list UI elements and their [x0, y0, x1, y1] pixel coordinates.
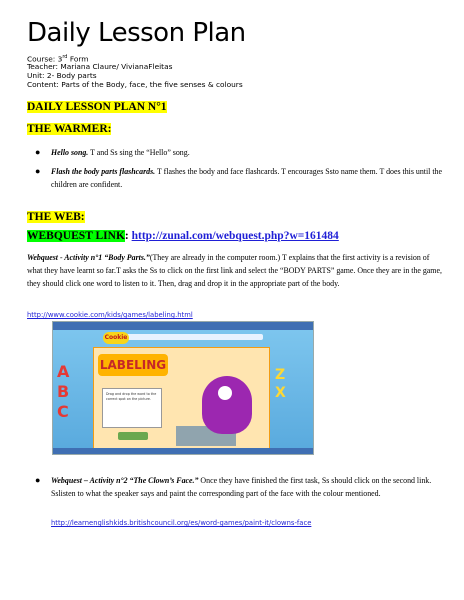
- game-instructions-panel: Drag and drop the word to the correct spot on the picture.: [102, 388, 162, 428]
- start-button: [118, 432, 148, 440]
- course-line: Course: 3rd Form: [27, 54, 89, 64]
- activity1-paragraph: Webquest - Activity n°1 “Body Parts.”(They are already in the computer room.) T explains that the first activity is a revision of what they have learnt so far.T asks the Ss to click on the first link and select the “BODY PARTS” game. Once they are in the game, they should click one word to listen to it. Then, drag and drop it in the appropriate part of the body.: [27, 253, 442, 288]
- site-nav-bar: [113, 334, 263, 340]
- warmer-heading: THE WARMER:: [27, 123, 112, 135]
- activity2-item: [27, 474, 443, 500]
- teacher-line: Teacher: Mariana Claure/ VivianaFleitas: [27, 62, 173, 71]
- alphabet-decoration-left: A B C: [57, 362, 70, 421]
- game-screenshot: [52, 321, 314, 455]
- cookie-logo: Cookie: [103, 332, 129, 344]
- game-title-logo: LABELING: [98, 354, 168, 376]
- bullet-icon: ●: [35, 147, 41, 157]
- browser-toolbar: [53, 322, 313, 330]
- browser-statusbar: [53, 448, 313, 454]
- monster-eye: [218, 386, 232, 400]
- clowns-face-link[interactable]: http://learnenglishkids.britishcouncil.org/es/word-games/paint-it/clowns-face: [51, 519, 312, 527]
- alphabet-decoration-right: Z X: [275, 367, 286, 401]
- labeling-game-link[interactable]: http://www.cookie.com/kids/games/labeling.html: [27, 311, 193, 319]
- bullet-icon: ●: [35, 475, 41, 485]
- web-heading: THE WEB:: [27, 211, 85, 223]
- monster-illustration: [202, 376, 252, 434]
- game-stage: [93, 347, 270, 454]
- content-line: Content: Parts of the Body, face, the five senses & colours: [27, 80, 243, 89]
- warmer-list: [27, 146, 443, 191]
- lesson-plan-heading: DAILY LESSON PLAN N°1: [27, 101, 167, 113]
- bullet-icon: ●: [35, 166, 41, 176]
- webquest-link[interactable]: http://zunal.com/webquest.php?w=161484: [131, 230, 339, 242]
- list-item: ● Hello song. T and Ss sing the “Hello” song.: [35, 147, 190, 157]
- document-title: Daily Lesson Plan: [27, 18, 246, 48]
- list-item: ● Flash the body parts flashcards. T flashes the body and face flashcards. T encourages Ssto name them. T does this until the children are confident.: [35, 166, 442, 189]
- unit-line: Unit: 2- Body parts: [27, 71, 97, 80]
- webquest-line: WEBQUEST LINK: http://zunal.com/webquest.php?w=161484: [27, 230, 339, 242]
- list-item: ● Webquest – Activity n°2 “The Clown’s Face.” Once they have finished the first task, Ss should click on the second link. Sslisten to what the speaker says and paint the corresponding part of the face with the colour mentioned.: [35, 475, 432, 498]
